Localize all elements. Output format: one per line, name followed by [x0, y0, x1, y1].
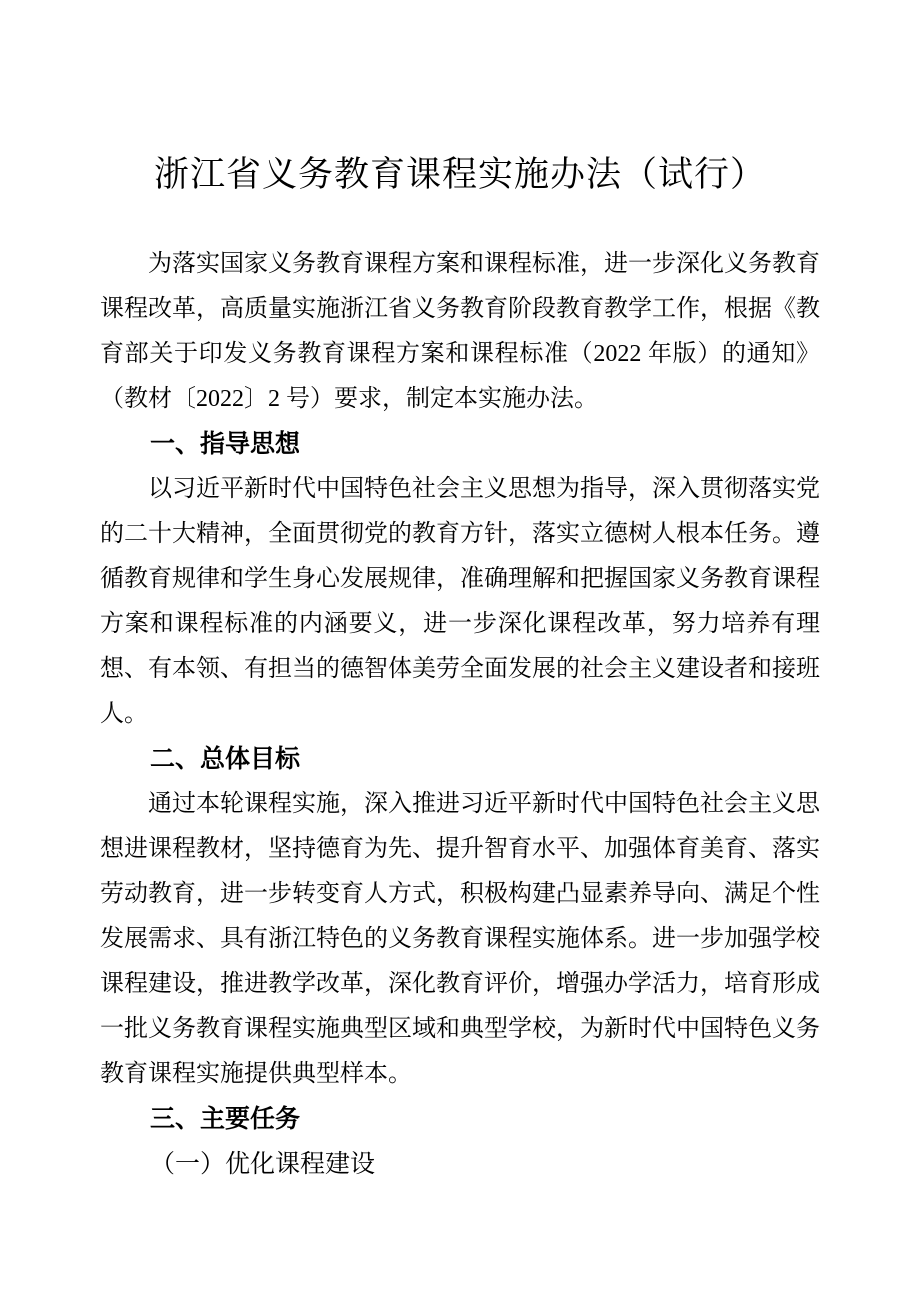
document-body: [100, 242, 820, 1187]
body-paragraph: 通过本轮课程实施，深入推进习近平新时代中国特色社会主义思想进课程教材，坚持德育为先、提升智育水平、加强体育美育、落实劳动教育，进一步转变育人方式，积极构建凸显素养导向、满足个性发展需求、具有浙江特色的义务教育课程实施体系。进一步加强学校课程建设，推进教学改革，深化教育评价，增强办学活力，培育形成一批义务教育课程实施典型区域和典型学校，为新时代中国特色义务教育课程实施提供典型样本。: [100, 791, 820, 1087]
document-title: 浙江省义务教育课程实施办法（试行）: [153, 155, 766, 194]
section-heading: 三、主要任务: [150, 1105, 301, 1133]
section-heading: 一、指导思想: [150, 430, 301, 458]
body-paragraph: 为落实国家义务教育课程方案和课程标准，进一步深化义务教育课程改革，高质量实施浙江省义务教育阶段教育教学工作，根据《教育部关于印发义务教育课程方案和课程标准（2022 年版）的通知》（教材〔2022〕2 号）要求，制定本实施办法。: [100, 251, 820, 412]
section-heading: 二、总体目标: [150, 745, 301, 773]
body-paragraph: 以习近平新时代中国特色社会主义思想为指导，深入贯彻落实党的二十大精神，全面贯彻党的教育方针，落实立德树人根本任务。遵循教育规律和学生身心发展规律，准确理解和把握国家义务教育课程方案和课程标准的内涵要义，进一步深化课程改革，努力培养有理想、有本领、有担当的德智体美劳全面发展的社会主义建设者和接班人。: [100, 476, 820, 727]
sub-section-heading: （一）优化课程建设: [150, 1151, 376, 1178]
